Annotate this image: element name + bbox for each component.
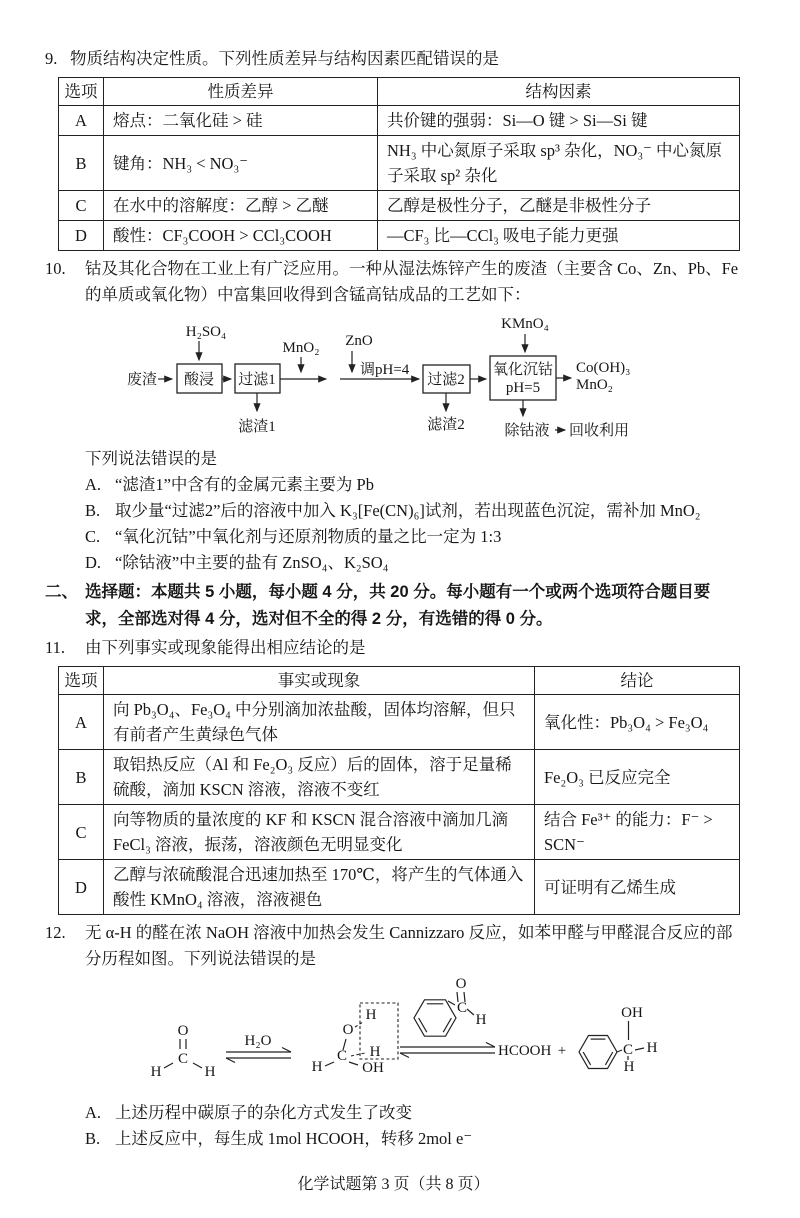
flow-residue2-label: 滤渣2 xyxy=(427,417,465,433)
flow-feed-label: 废渣 xyxy=(126,372,158,388)
atom-c: C xyxy=(622,1042,634,1058)
atom-c: C xyxy=(336,1048,348,1064)
q9-stem-row xyxy=(45,46,742,72)
q11-number: 11. xyxy=(45,638,66,657)
flow-filter2-label: 过滤2 xyxy=(427,372,465,388)
q12-option-b-label: B. xyxy=(85,1129,101,1148)
benzyl-alcohol-structure xyxy=(579,1005,658,1075)
q10-option-c xyxy=(85,524,742,550)
flow-product2-label: MnO₂ xyxy=(576,377,613,393)
flow-recycle-label: 回收利用 xyxy=(569,423,630,439)
q9-row-c xyxy=(59,191,740,221)
q9-a-option: A xyxy=(59,106,104,136)
q10-options xyxy=(85,472,742,576)
q9-a-diff: 熔点：二氧化硅 > 硅 xyxy=(104,106,378,136)
q11-d-conclusion: 可证明有乙烯生成 xyxy=(535,860,740,915)
q11-a-conclusion: 氧化性：Pb₃O₄ > Fe₃O₄ xyxy=(535,695,740,750)
q10-option-d-label: D. xyxy=(85,553,102,572)
equilibrium-arrow-2 xyxy=(400,1043,495,1058)
atom-h: H xyxy=(623,1059,635,1075)
hydroxyl-label: OH xyxy=(621,1005,643,1021)
hcooh-label: HCOOH xyxy=(498,1043,552,1059)
section2-header xyxy=(45,579,742,633)
q11-stem-row xyxy=(45,635,742,661)
atom-h: H xyxy=(369,1044,381,1060)
q9-c-diff: 在水中的溶解度：乙醇 > 乙醚 xyxy=(104,191,378,221)
q12-options xyxy=(85,1100,742,1152)
section2-number: 二、 xyxy=(45,583,78,601)
q9-a-factor: 共价键的强弱：Si—O 键 > Si—Si 键 xyxy=(378,106,740,136)
hydrate-intermediate-structure xyxy=(312,1003,398,1076)
q11-a-fact: 向 Pb₃O₄、Fe₃O₄ 中分别滴加浓盐酸，固体均溶解，但只有前者产生黄绿色气体 xyxy=(104,695,535,750)
q11-b-conclusion: Fe₂O₃ 已反应完全 xyxy=(535,750,740,805)
q10-lead: 下列说法错误的是 xyxy=(85,449,217,468)
q10-option-c-label: C. xyxy=(85,527,101,546)
q11-d-fact: 乙醇与浓硫酸混合迅速加热至 170℃，将产生的气体通入酸性 KMnO₄ 溶液，溶液褪色 xyxy=(104,860,535,915)
q9-header-option: 选项 xyxy=(59,78,104,106)
q11-d-option: D xyxy=(59,860,104,915)
flow-oxidize-label2: pH=5 xyxy=(505,380,541,396)
q9-b-factor: NH₃ 中心氮原子采取 sp³ 杂化，NO₃⁻ 中心氮原子采取 sp² 杂化 xyxy=(378,136,740,191)
atom-c: C xyxy=(456,1000,468,1016)
benzaldehyde-structure xyxy=(414,976,487,1036)
q10-option-d-text: “除钴液”中主要的盐有 ZnSO₄、K₂SO₄ xyxy=(115,553,389,572)
q12-option-a-label: A. xyxy=(85,1103,102,1122)
q9-b-option: B xyxy=(59,136,104,191)
q12-option-b-text: 上述反应中，每生成 1mol HCOOH，转移 2mol e⁻ xyxy=(115,1129,473,1148)
flow-h2so4-label: H₂SO₄ xyxy=(185,324,227,340)
q9-header-row xyxy=(59,78,740,106)
flow-product1-label: Co(OH)₃ xyxy=(576,360,631,376)
q11-header-conclusion: 结论 xyxy=(535,667,740,695)
flow-filter1-label: 过滤1 xyxy=(238,372,276,388)
q9-table xyxy=(58,77,740,251)
q11-b-option: B xyxy=(59,750,104,805)
products xyxy=(498,1005,658,1075)
atom-h: H xyxy=(204,1064,216,1080)
flow-leach-label: 酸浸 xyxy=(183,372,215,388)
q10-option-a xyxy=(85,472,742,498)
q10-option-b-text: 取少量“过滤2”后的溶液中加入 K₃[Fe(CN)₆]试剂，若出现蓝色沉淀，需补加 MnO₂ xyxy=(115,501,701,520)
flow-residue1-label: 滤渣1 xyxy=(238,419,276,435)
q10-option-a-label: A. xyxy=(85,475,102,494)
q9-stem: 物质结构决定性质。下列性质差异与结构因素匹配错误的是 xyxy=(70,49,499,68)
atom-o: O xyxy=(177,1023,189,1039)
flow-kmno4-label: KMnO₄ xyxy=(501,316,549,332)
q9-number: 9. xyxy=(45,49,58,68)
q10-option-b xyxy=(85,498,742,524)
q12-number: 12. xyxy=(45,923,66,942)
q10-option-c-text: “氧化沉钴”中氧化剂与还原剂物质的量之比一定为 1:3 xyxy=(115,527,502,546)
atom-o: O xyxy=(342,1022,354,1038)
q11-row-a xyxy=(59,695,740,750)
q11-header-row xyxy=(59,667,740,695)
q9-header-factor: 结构因素 xyxy=(378,78,740,106)
atom-c: C xyxy=(177,1051,189,1067)
q12-option-a-text: 上述历程中碳原子的杂化方式发生了改变 xyxy=(115,1103,412,1122)
atom-h: H xyxy=(365,1007,377,1023)
q11-c-option: C xyxy=(59,805,104,860)
hydroxyl-label: OH xyxy=(362,1060,384,1076)
q11-row-b xyxy=(59,750,740,805)
flow-labels xyxy=(127,316,630,439)
q10-stem-row xyxy=(45,256,742,308)
q9-d-option: D xyxy=(59,221,104,251)
q10-stem: 钴及其化合物在工业上有广泛应用。一种从湿法炼锌产生的废渣（主要含 Co、Zn、Pb、Fe 的单质或氧化物）中富集回收得到含锰高钴成品的工艺如下： xyxy=(85,259,739,304)
atom-h: H xyxy=(475,1012,487,1028)
q9-header-diff: 性质差异 xyxy=(104,78,378,106)
q11-row-d xyxy=(59,860,740,915)
section2-title: 选择题：本题共 5 小题，每小题 4 分，共 20 分。每小题有一个或两个选项符合题目要求，全部选对得 4 分，选对但不全的得 2 分，有选错的得 0 分。 xyxy=(85,583,711,628)
plus-sign: + xyxy=(557,1043,567,1059)
flow-adjust-ph-label: 调pH=4 xyxy=(360,362,410,378)
q11-b-fact: 取铝热反应（Al 和 Fe₂O₃ 反应）后的固体，溶于足量稀硫酸，滴加 KSCN 溶液，溶液不变红 xyxy=(104,750,535,805)
q11-c-conclusion: 结合 Fe³⁺ 的能力：F⁻ > SCN⁻ xyxy=(535,805,740,860)
atom-h: H xyxy=(150,1064,162,1080)
atom-h: H xyxy=(311,1059,323,1075)
benzene-ring xyxy=(414,1000,456,1036)
q11-table xyxy=(58,666,740,915)
benzene-ring xyxy=(579,1036,617,1069)
q11-stem: 由下列事实或现象能得出相应结论的是 xyxy=(85,638,366,657)
q11-header-option: 选项 xyxy=(59,667,104,695)
q10-option-d xyxy=(85,550,742,576)
q12-cannizzaro-reaction-scheme xyxy=(105,975,765,1100)
q10-number: 10. xyxy=(45,259,66,278)
flow-waste-label: 除钴液 xyxy=(504,423,550,439)
equilibrium-arrow-1 xyxy=(226,1033,291,1063)
q9-d-factor: —CF₃ 比—CCl₃ 吸电子能力更强 xyxy=(378,221,740,251)
q9-c-option: C xyxy=(59,191,104,221)
q10-option-b-label: B. xyxy=(85,501,101,520)
q11-c-fact: 向等物质的量浓度的 KF 和 KSCN 混合溶液中滴加几滴 FeCl₃ 溶液，振荡，溶液颜色无明显变化 xyxy=(104,805,535,860)
q11-a-option: A xyxy=(59,695,104,750)
q9-c-factor: 乙醇是极性分子，乙醚是非极性分子 xyxy=(378,191,740,221)
formaldehyde-structure xyxy=(151,1023,216,1080)
atom-h: H xyxy=(646,1040,658,1056)
atom-o: O xyxy=(455,976,467,992)
page-footer: 化学试题第 3 页（共 8 页） xyxy=(297,1176,490,1193)
q9-b-diff: 键角：NH₃ < NO₃⁻ xyxy=(104,136,378,191)
flow-zno-label: ZnO xyxy=(345,333,373,349)
q10-process-flow-diagram xyxy=(118,312,768,444)
q11-row-c xyxy=(59,805,740,860)
flow-oxidize-label1: 氧化沉钴 xyxy=(492,362,554,378)
q9-row-b xyxy=(59,136,740,191)
q11-header-fact: 事实或现象 xyxy=(104,667,535,695)
q12-stem: 无 α-H 的醛在浓 NaOH 溶液中加热会发生 Cannizzaro 反应，如苯甲醛与甲醛混合反应的部分历程如图。下列说法错误的是 xyxy=(85,923,733,968)
q10-option-a-text: “滤渣1”中含有的金属元素主要为 Pb xyxy=(115,475,374,494)
h2o-label: H₂O xyxy=(244,1033,272,1049)
q9-d-diff: 酸性：CF₃COOH > CCl₃COOH xyxy=(104,221,378,251)
flow-mno2-label: MnO₂ xyxy=(282,340,320,356)
q12-option-b xyxy=(85,1126,742,1152)
q9-row-d xyxy=(59,221,740,251)
q12-option-a xyxy=(85,1100,742,1126)
q9-row-a xyxy=(59,106,740,136)
q12-stem-row xyxy=(45,920,742,972)
